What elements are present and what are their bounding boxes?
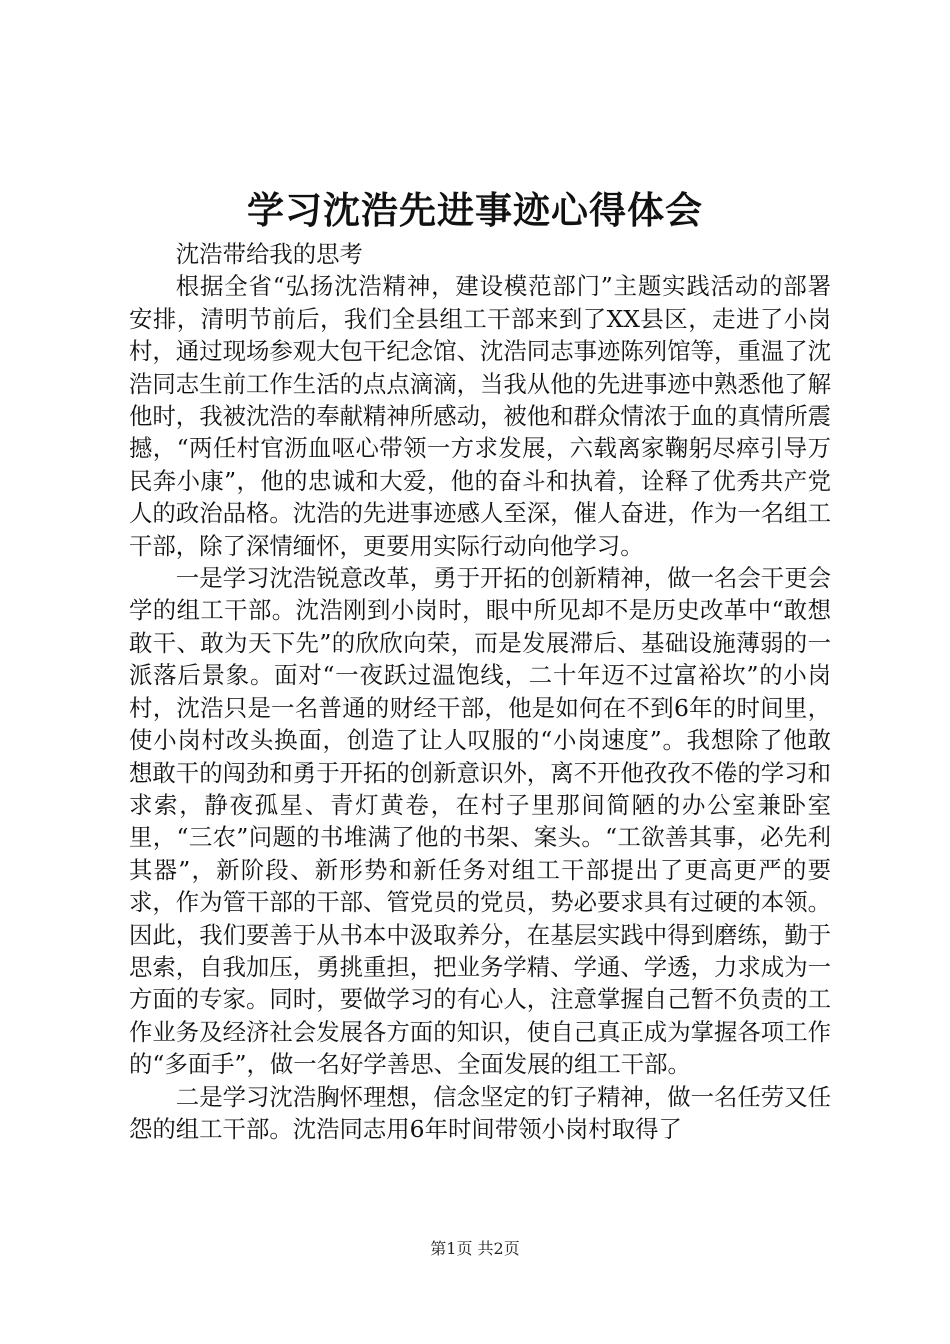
document-title: 学习沈浩先进事迹心得体会: [247, 188, 703, 232]
paragraph-subtitle: 沈浩带给我的思考: [175, 240, 363, 268]
document-body: [129, 238, 831, 1145]
paragraph-point-one: 一是学习沈浩锐意改革，勇于开拓的创新精神，做一名会干更会学的组工干部。沈浩刚到小岗时，眼中所见却不是历史改革中“敢想敢干、敢为天下先”的欣欣向荣，而是发展滞后、基础设施薄弱的一派落后景象。面对“一夜跃过温饱线，二十年迈不过富裕坎”的小岗村，沈浩只是一名普通的财经干部，他是如何在不到6年的时间里，使小岗村改头换面，创造了让人叹服的“小岗速度”。我想除了他敢想敢干的闯劲和勇于开拓的创新意识外，离不开他孜孜不倦的学习和求索，静夜孤星、青灯黄卷，在村子里那间简陋的办公室兼卧室里，“三农”问题的书堆满了他的书架、案头。“工欲善其事，必先利其器”，新阶段、新形势和新任务对组工干部提出了更高更严的要求，作为管干部的干部、管党员的党员，势必要求具有过硬的本领。因此，我们要善于从书本中汲取养分，在基层实践中得到磨练，勤于思索，自我加压，勇挑重担，把业务学精、学通、学透，力求成为一方面的专家。同时，要做学习的有心人，注意掌握自己暂不负责的工作业务及经济社会发展各方面的知识，使自己真正成为掌握各项工作的“多面手”，做一名好学善思、全面发展的组工干部。: [129, 564, 831, 1079]
page-number-footer: 第1页 共2页: [430, 1239, 520, 1258]
paragraph-intro: 根据全省“弘扬沈浩精神，建设模范部门”主题实践活动的部署安排，清明节前后，我们全县组工干部来到了XX县区，走进了小岗村，通过现场参观大包干纪念馆、沈浩同志事迹陈列馆等，重温了沈浩同志生前工作生活的点点滴滴，当我从他的先进事迹中熟悉他了解他时，我被沈浩的奉献精神所感动，被他和群众情浓于血的真情所震撼，“两任村官沥血呕心带领一方求发展，六载离家鞠躬尽瘁引导万民奔小康”，他的忠诚和大爱，他的奋斗和执着，诠释了优秀共产党人的政治品格。沈浩的先进事迹感人至深，催人奋进，作为一名组工干部，除了深情缅怀，更要用实际行动向他学习。: [129, 272, 831, 560]
paragraph-point-two: 二是学习沈浩胸怀理想，信念坚定的钉子精神，做一名任劳又任怨的组工干部。沈浩同志用6年时间带领小岗村取得了: [129, 1082, 831, 1143]
